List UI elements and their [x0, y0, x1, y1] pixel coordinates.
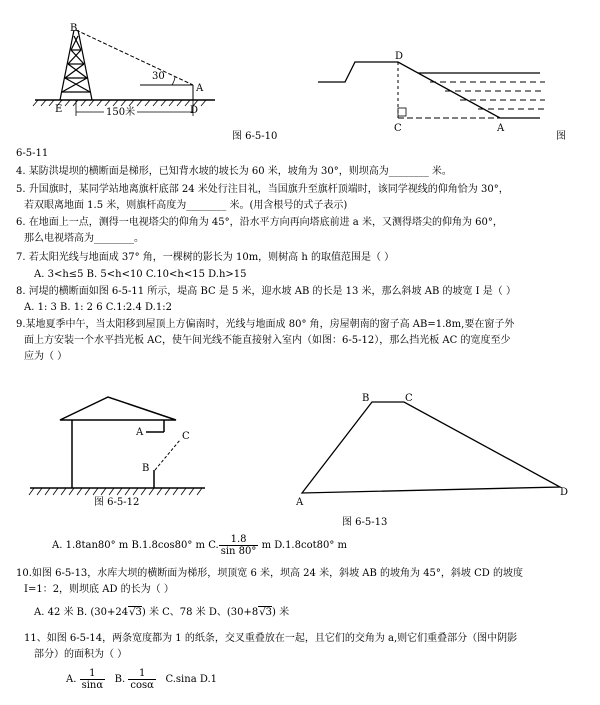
- q10-sqrt-value-2: 3: [265, 607, 272, 618]
- q11-option-cd: C.sina D.1: [165, 674, 218, 685]
- question-7: 7. 若太阳光线与地面成 37° 角，一棵树的影长为 10m，则树高 h 的取值范围是（ ）: [16, 252, 395, 263]
- fig13-label-D: D: [560, 487, 569, 498]
- question-8-options: A. 1: 3 B. 1: 2 6 C.1:2.4 D.1:2: [24, 302, 172, 313]
- question-10-line2: I=1：2，则坝底 AD 的长为（ ）: [24, 584, 174, 595]
- q11-b-numerator: 1: [128, 668, 156, 680]
- question-6-line1: 6. 在地面上一点，测得一电视塔尖的仰角为 45°，沿水平方向再向塔底前进 a 米，又测得塔尖的仰角为 60°，: [16, 217, 503, 228]
- question-6-line2: 那么电视塔高为________。: [24, 233, 144, 244]
- q11-option-a-label: A.: [66, 674, 77, 685]
- q9-option-ab: A. 1.8tan80° m B.1.8cos80° m C.: [52, 540, 219, 551]
- question-5-line2: 若双眼离地面 1.5 米，则旗杆高度为________ 米。(用含根号的式子表示): [24, 200, 348, 211]
- q11-option-a-fraction: [80, 668, 106, 691]
- fig1-label-E: E: [55, 104, 63, 115]
- q11-a-numerator: 1: [80, 668, 106, 680]
- fig1-label-B: B: [70, 23, 78, 34]
- question-10-options: [34, 606, 289, 619]
- question-11-line2: 部分）的面积为（ ）: [34, 649, 128, 660]
- q10-option-d-end: ) 米: [272, 607, 290, 618]
- fig12-label-A: A: [136, 427, 144, 438]
- fig13-label-A: A: [296, 497, 304, 508]
- fig12-label-C: C: [182, 431, 190, 442]
- fig12-label-B: B: [142, 463, 150, 474]
- q9-option-cd: m D.1.8cot80° m: [258, 540, 347, 551]
- caption-6-5-13: 图 6-5-13: [342, 517, 388, 528]
- question-10-line1: 10.如图 6-5-13，水库大坝的横断面为梯形，坝顶宽 6 米，坝高 24 米，斜坡 AB 的坡角为 45°，斜坡 CD 的坡度: [16, 568, 523, 579]
- fig13-label-B: B: [362, 393, 370, 404]
- fig2-label-C: C: [394, 123, 402, 134]
- q11-option-b-label: B.: [114, 674, 126, 685]
- fig1-angle-label: 30: [152, 71, 165, 82]
- q9-option-c-fraction: [219, 534, 259, 557]
- fig13-label-C: C: [405, 393, 413, 404]
- fig1-label-A: A: [196, 83, 204, 94]
- question-11-options: [66, 668, 217, 691]
- question-9-line1: 9.某地夏季中午，当太阳移到屋顶上方偏南时，光线与地面成 80° 角，房屋朝南的窗子高 AB=1.8m,要在窗子外: [16, 319, 515, 330]
- fig1-distance-label: 150米: [106, 107, 136, 118]
- q10-sqrt-value-1: 3: [135, 607, 142, 618]
- q11-b-denominator: cosα: [130, 680, 154, 691]
- question-5-line1: 5. 升国旗时，某同学站地离旗杆底部 24 米处行注目礼，当国旗升至旗杆顶端时，该同学视线的仰角恰为 30°，: [16, 184, 509, 195]
- q9-fraction-numerator: 1.8: [219, 534, 259, 546]
- caption-6-5-12: 图 6-5-12: [94, 497, 140, 508]
- question-4: 4. 某防洪堤坝的横断面是梯形，已知背水坡的坡长为 60 米，坡角为 30°，则坝高为________ 米。: [16, 166, 452, 177]
- q10-option-bc: ) 米 C、78 米 D、(30+8: [141, 607, 259, 618]
- fig2-label-A: A: [497, 123, 505, 134]
- question-11-line1: 11、如图 6-5-14，两条宽度都为 1 的纸条，交叉重叠放在一起，且它们的交角为 a,则它们重叠部分（图中阴影: [24, 633, 518, 644]
- q10-option-a: A. 42 米 B. (30+24: [34, 607, 129, 618]
- question-8: 8. 河堤的横断面如图 6-5-11 所示，堤高 BC 是 5 米，迎水坡 AB 的长是 13 米，那么斜坡 AB 的坡宽 I 是（ ）: [16, 286, 516, 297]
- q11-option-b-fraction: [128, 668, 156, 691]
- question-9-options: [52, 534, 347, 557]
- question-9-line3: 应为（ ）: [24, 351, 68, 362]
- fig1-label-D: D: [190, 105, 199, 116]
- caption-tu: 图: [556, 131, 566, 142]
- question-9-line2: 面上方安装一个水平挡光板 AC，使午间光线不能直接射入室内（如图：6-5-12），那么挡光板 AC 的宽度至少: [24, 335, 511, 346]
- q11-a-denominator: sinα: [81, 680, 104, 691]
- fig2-label-D: D: [395, 51, 404, 62]
- caption-6-5-10: 图 6-5-10: [232, 131, 278, 142]
- q10-sqrt-1: √3: [129, 607, 142, 618]
- caption-6-5-11: 6-5-11: [16, 148, 49, 159]
- q10-sqrt-2: √3: [259, 607, 272, 618]
- q9-fraction-denominator: sin 80°: [220, 546, 257, 557]
- question-7-options: A. 3<h≤5 B. 5<h<10 C.10<h<15 D.h>15: [34, 269, 247, 280]
